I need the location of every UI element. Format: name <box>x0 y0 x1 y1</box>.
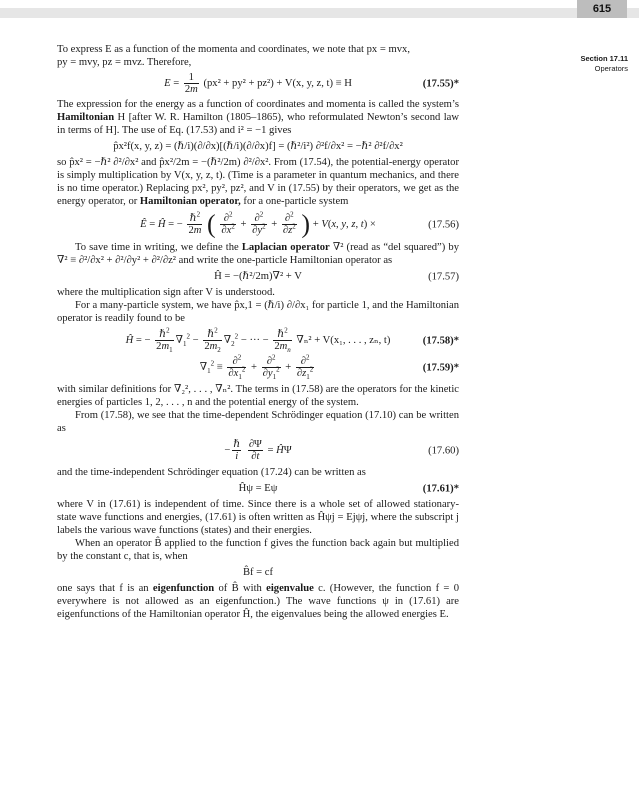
paragraph-8: From (17.58), we see that the time-dependent Schrödinger equation (17.10) can be written as <box>57 410 459 434</box>
section-title: Operators <box>594 64 628 73</box>
equation-17-60: − $\frac{\text{ℏ}}{i}$ $\frac{\partial\Psi}{\partial t}$ = ĤΨ (17.60) <box>224 439 459 462</box>
section-sidenote <box>533 54 628 74</box>
eq-number: (17.55)* <box>422 78 459 89</box>
paragraph-12: one says that f is an eigenfunction of B̂ with eigenvalue c. (However, the function f = 0 everywhere is not allowed as an eigenfunction.) The wave functions ψ in (17.61) are eigenfunctions of the Hamiltonian operator Ĥ, the eigenvalues being the allowed energies E. <box>57 583 459 620</box>
equation-eigen: B̂f = cf <box>242 567 274 578</box>
paragraph-2: The expression for the energy as a function of coordinates and momenta is called the system’s Hamiltonian H [after W. R. Hamilton (1805–1865), who reformulated Newton’s second law in terms of H]. The use of Eq. (17.53) and i² = −1 gives <box>57 99 459 136</box>
eq-number: (17.56) <box>428 219 459 230</box>
equation-17-58: Ĥ = − $\frac{\hbar^2}{2m_1}$ $\nabla_1^2$ − $\frac{\hbar^2}{2m_2}$ $\nabla_2^2$ − ··· − $\frac{\hbar^2}{2m_n}$ ∇ₙ² + V(x₁, . . . , zₙ, t) (17.58)* <box>125 326 459 355</box>
paragraph-1: To express E as a function of the momenta and coordinates, we note that px = mvx, py = mvy, pz = mvz. Therefore, <box>57 44 410 68</box>
equation-17-55: E = $\frac{1}{2m}$ (px² + py² + pz²) + V(x, y, z, t) ≡ H (17.55)* <box>164 72 459 95</box>
equation-17-57: Ĥ = −(ℏ²/2m)∇² + V (17.57) <box>214 271 459 282</box>
header-band <box>0 8 639 18</box>
text-column <box>57 43 459 621</box>
paragraph-4: To save time in writing, we define the Laplacian operator ∇² (read as “del squared”) by ∇² ≡ ∂²/∂x² + ∂²/∂y² + ∂²/∂z² and write the one-particle Hamiltonian operator as <box>57 242 459 266</box>
paragraph-3: so p̂x² = −ℏ² ∂²/∂x² and p̂x²/2m = −(ℏ²/2m) ∂²/∂x². From (17.54), the potential-energy operator is simply multiplication by V(x, y, z, t). (Time is a parameter in quantum mechanics, and there is no time operator.) Replacing px², py², pz², and V in (17.55) by their operators, we get as the energy operator, or Hamiltonian operator, for a one-particle system <box>57 157 459 207</box>
paragraph-11: When an operator B̂ applied to the function f gives the function back again but multiplied by the constant c, that is, when <box>57 538 459 562</box>
eq-number: (17.58)* <box>422 335 459 346</box>
paragraph-5: where the multiplication sign after V is understood. <box>57 287 275 298</box>
paragraph-6: For a many-particle system, we have p̂x,1 = (ℏ/i) ∂/∂x₁ for particle 1, and the Hamiltonian operator is readily found to be <box>57 300 459 324</box>
paragraph-10: where V in (17.61) is independent of time. Since there is a whole set of allowed stationary-state wave functions and energies, (17.61) is often written as Ĥψj = Ejψj, where the subscript j labels the various wave functions (states) and their energies. <box>57 499 459 536</box>
equation-17-56: Ê = Ĥ = − $\frac{\hbar^2}{2m}$ ( $\frac{\partial^2}{\partial x^2}$ + $\frac{\partial^2}{\partial y^2}$ + $\frac{\partial^2}{\partial z^2}$ ) + V(x, y, z, t) × (17.56) <box>140 209 459 239</box>
equation-17-59: $\nabla_1^2$ ≡ $\frac{\partial^2}{\partial x_1^2}$ + $\frac{\partial^2}{\partial y_1^2}$ + $\frac{\partial^2}{\partial z_1^2}$ (17.59)* <box>199 353 459 382</box>
paragraph-9: and the time-independent Schrödinger equation (17.24) can be written as <box>57 467 366 478</box>
section-number: Section 17.11 <box>580 54 628 63</box>
eq-number: (17.57) <box>428 271 459 282</box>
page-number: 615 <box>577 0 627 18</box>
eq-number: (17.61)* <box>422 483 459 494</box>
eq-number: (17.59)* <box>422 362 459 373</box>
equation-17-61: Ĥψ = Eψ (17.61)* <box>238 483 459 494</box>
eq-number: (17.60) <box>428 445 459 456</box>
paragraph-7: with similar definitions for ∇₂², . . . , ∇ₙ². The terms in (17.58) are the operators for the kinetic energies of particles 1, 2, . . . , n and the potential energy of the system. <box>57 384 459 408</box>
equation-momentum-operator: p̂x²f(x, y, z) = (ℏ/i)(∂/∂x)[(ℏ/i)(∂/∂x)f] = (ℏ²/i²) ∂²f/∂x² = −ℏ² ∂²f/∂x² <box>113 141 403 152</box>
